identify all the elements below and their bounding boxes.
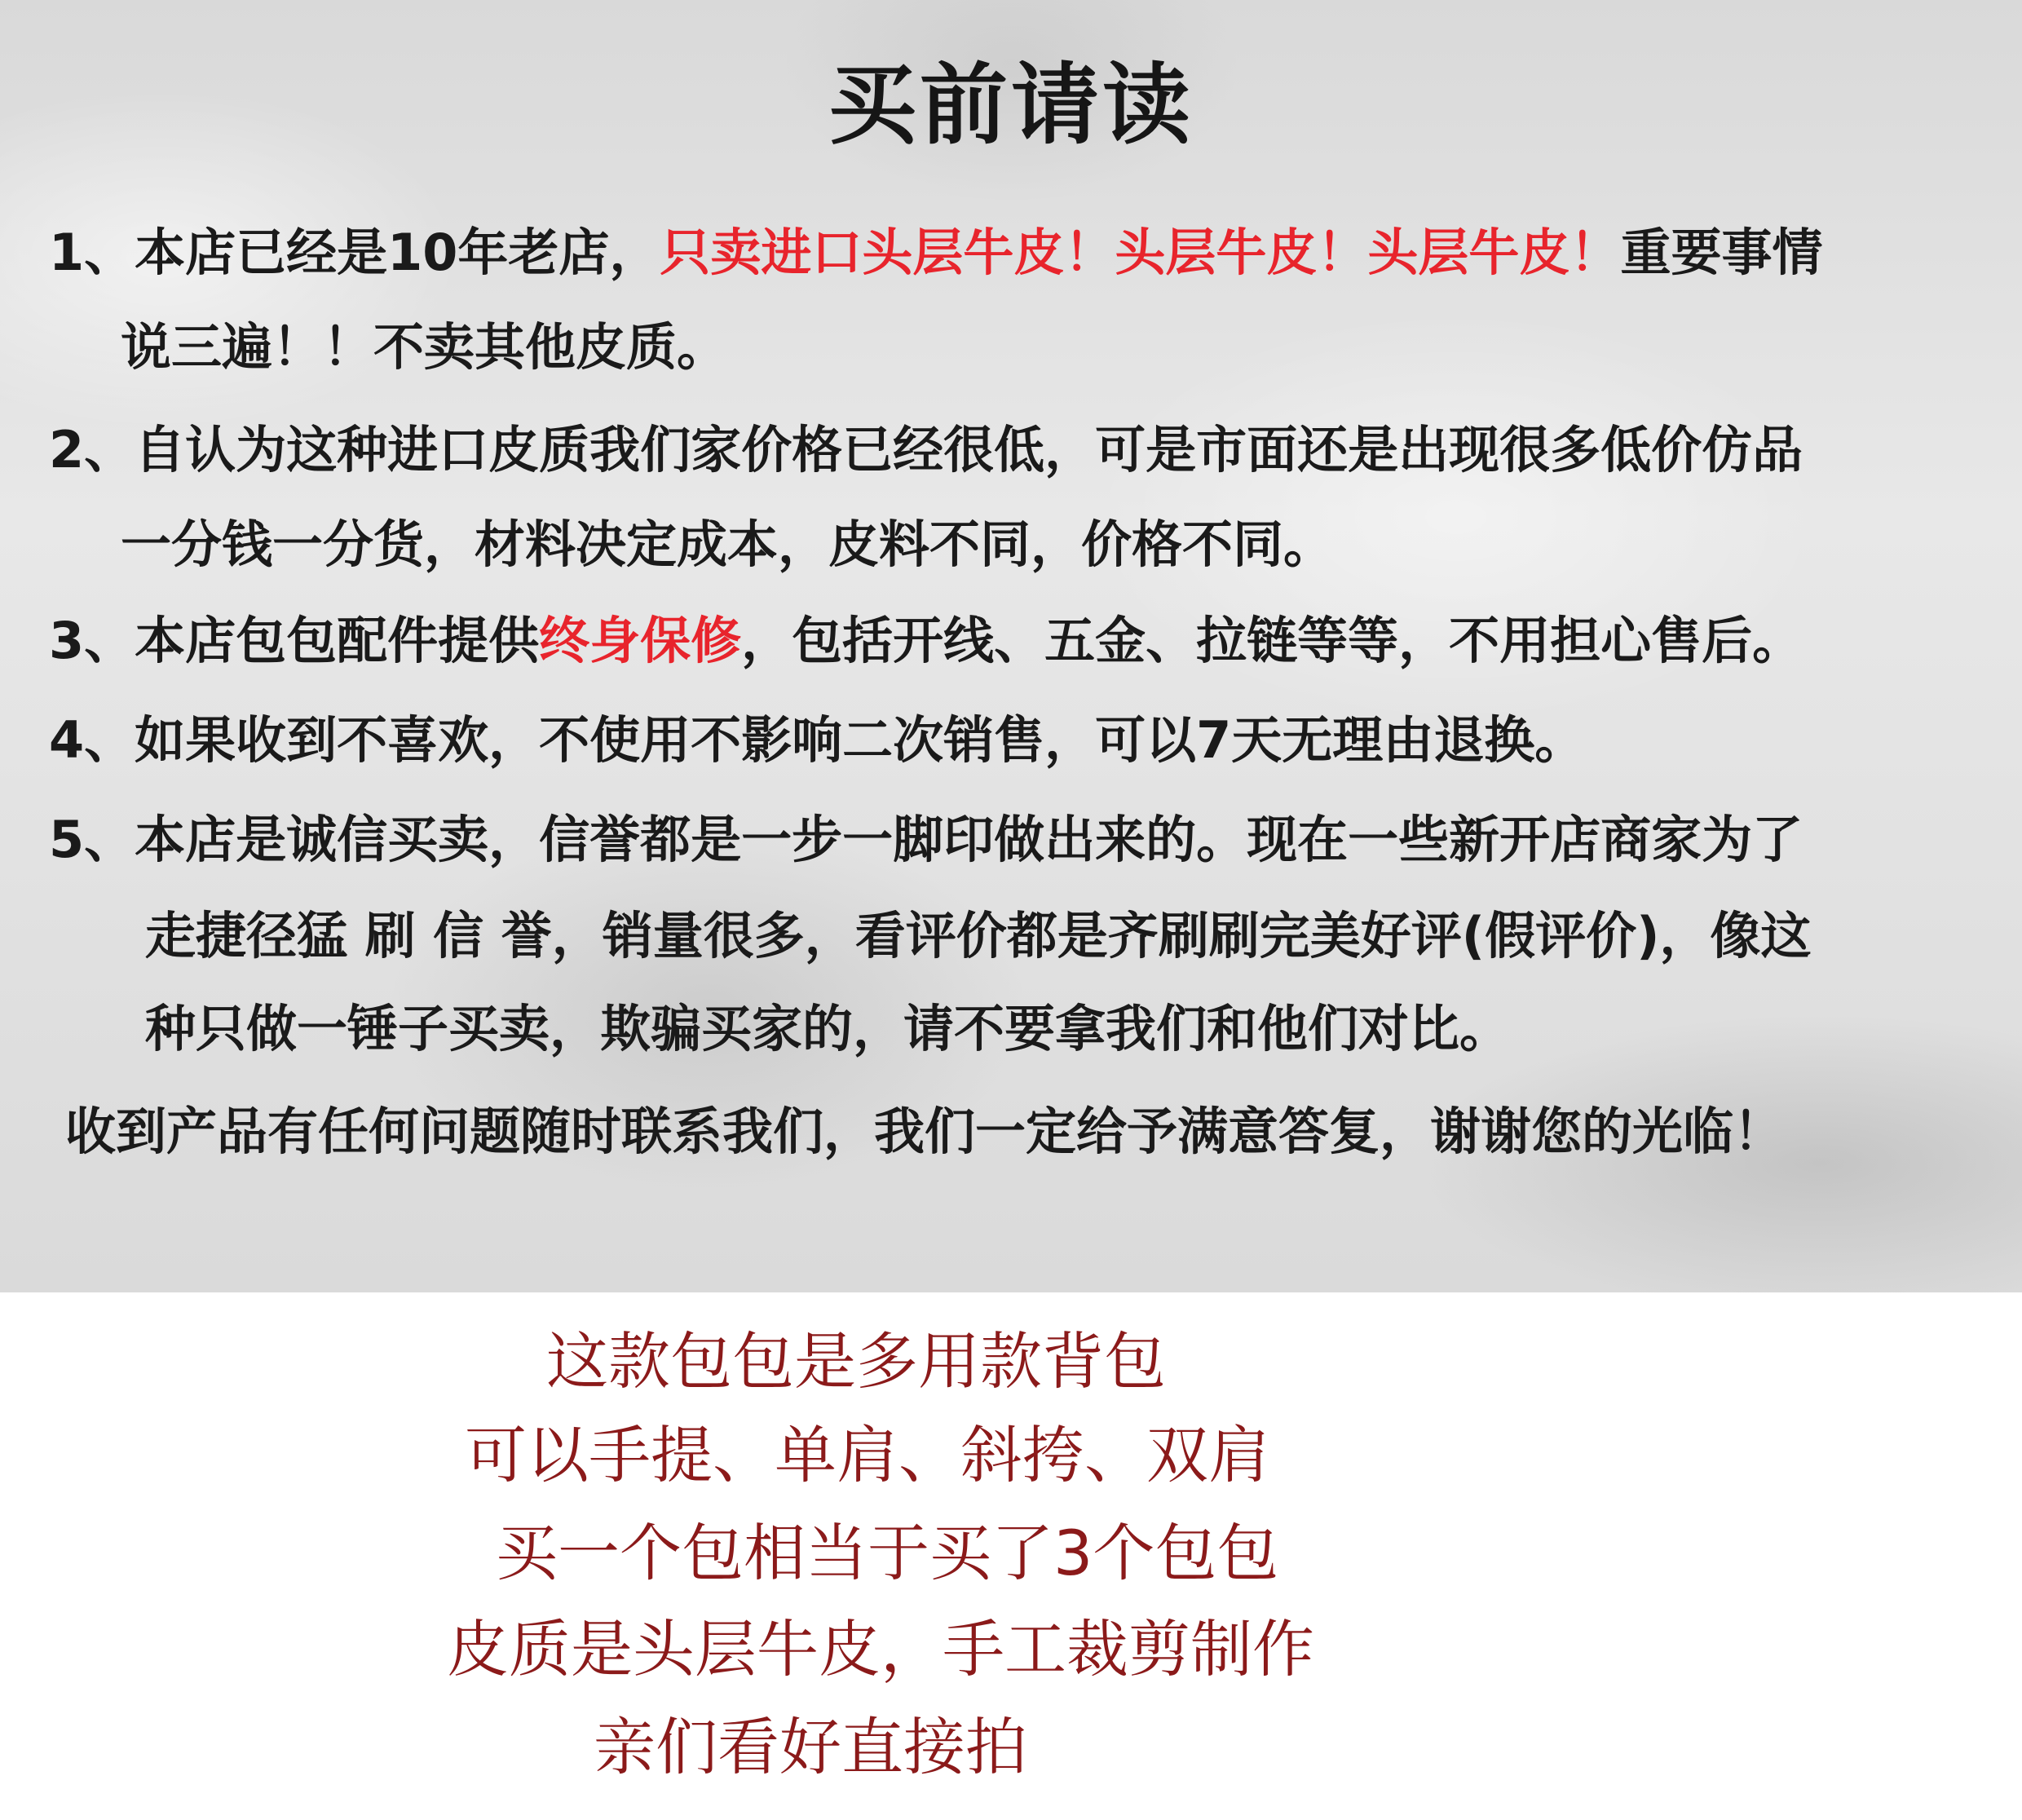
notice-item-5-continued: 走捷径猛 刷 信 誉，销量很多，看评价都是齐刷刷完美好评(假评价)，像这 bbox=[145, 906, 1812, 965]
notice-item-1-text: 1、本店已经是10年老店， bbox=[49, 223, 660, 282]
notice-item-2-continued: 一分钱一分货，材料决定成本，皮料不同，价格不同。 bbox=[121, 515, 1335, 574]
notice-item-5: 5、本店是诚信买卖，信誉都是一步一脚印做出来的。现在一些新开店商家为了 bbox=[49, 810, 1803, 869]
description-line: 可以手提、单肩、斜挎、双肩 bbox=[465, 1419, 1270, 1491]
notice-item-3-suffix: ，包括开线、五金、拉链等等，不用担心售后。 bbox=[741, 611, 1803, 670]
notice-item-2: 2、自认为这种进口皮质我们家价格已经很低，可是市面还是出现很多低价仿品 bbox=[49, 420, 1803, 479]
notice-item-3-text: 3、本店包包配件提供 bbox=[49, 611, 540, 670]
notice-item-1-continued: 说三遍！！不卖其他皮质。 bbox=[121, 317, 728, 377]
description-line: 这款包包是多用款背包 bbox=[546, 1325, 1166, 1398]
notice-item-5-continued-2: 种只做一锤子买卖，欺骗买家的，请不要拿我们和他们对比。 bbox=[145, 999, 1511, 1058]
notice-item-1-suffix: 重要事情 bbox=[1620, 223, 1823, 282]
notice-item-4: 4、如果收到不喜欢，不使用不影响二次销售，可以7天无理由退换。 bbox=[49, 710, 1586, 770]
notice-item-1-highlight: 只卖进口头层牛皮！头层牛皮！头层牛皮！ bbox=[660, 223, 1621, 282]
notice-closing: 收到产品有任何问题随时联系我们，我们一定给予满意答复，谢谢您的光临！ bbox=[65, 1102, 1785, 1161]
notice-item-3-highlight: 终身保修 bbox=[539, 611, 742, 670]
description-line: 买一个包相当于买了3个包包 bbox=[496, 1517, 1279, 1589]
description-line: 亲们看好直接拍 bbox=[594, 1711, 1027, 1783]
description-line: 皮质是头层牛皮，手工裁剪制作 bbox=[447, 1613, 1314, 1685]
notice-title: 买前请读 bbox=[828, 55, 1194, 157]
notice-item-1 bbox=[49, 220, 1822, 285]
notice-item-3 bbox=[49, 608, 1803, 674]
